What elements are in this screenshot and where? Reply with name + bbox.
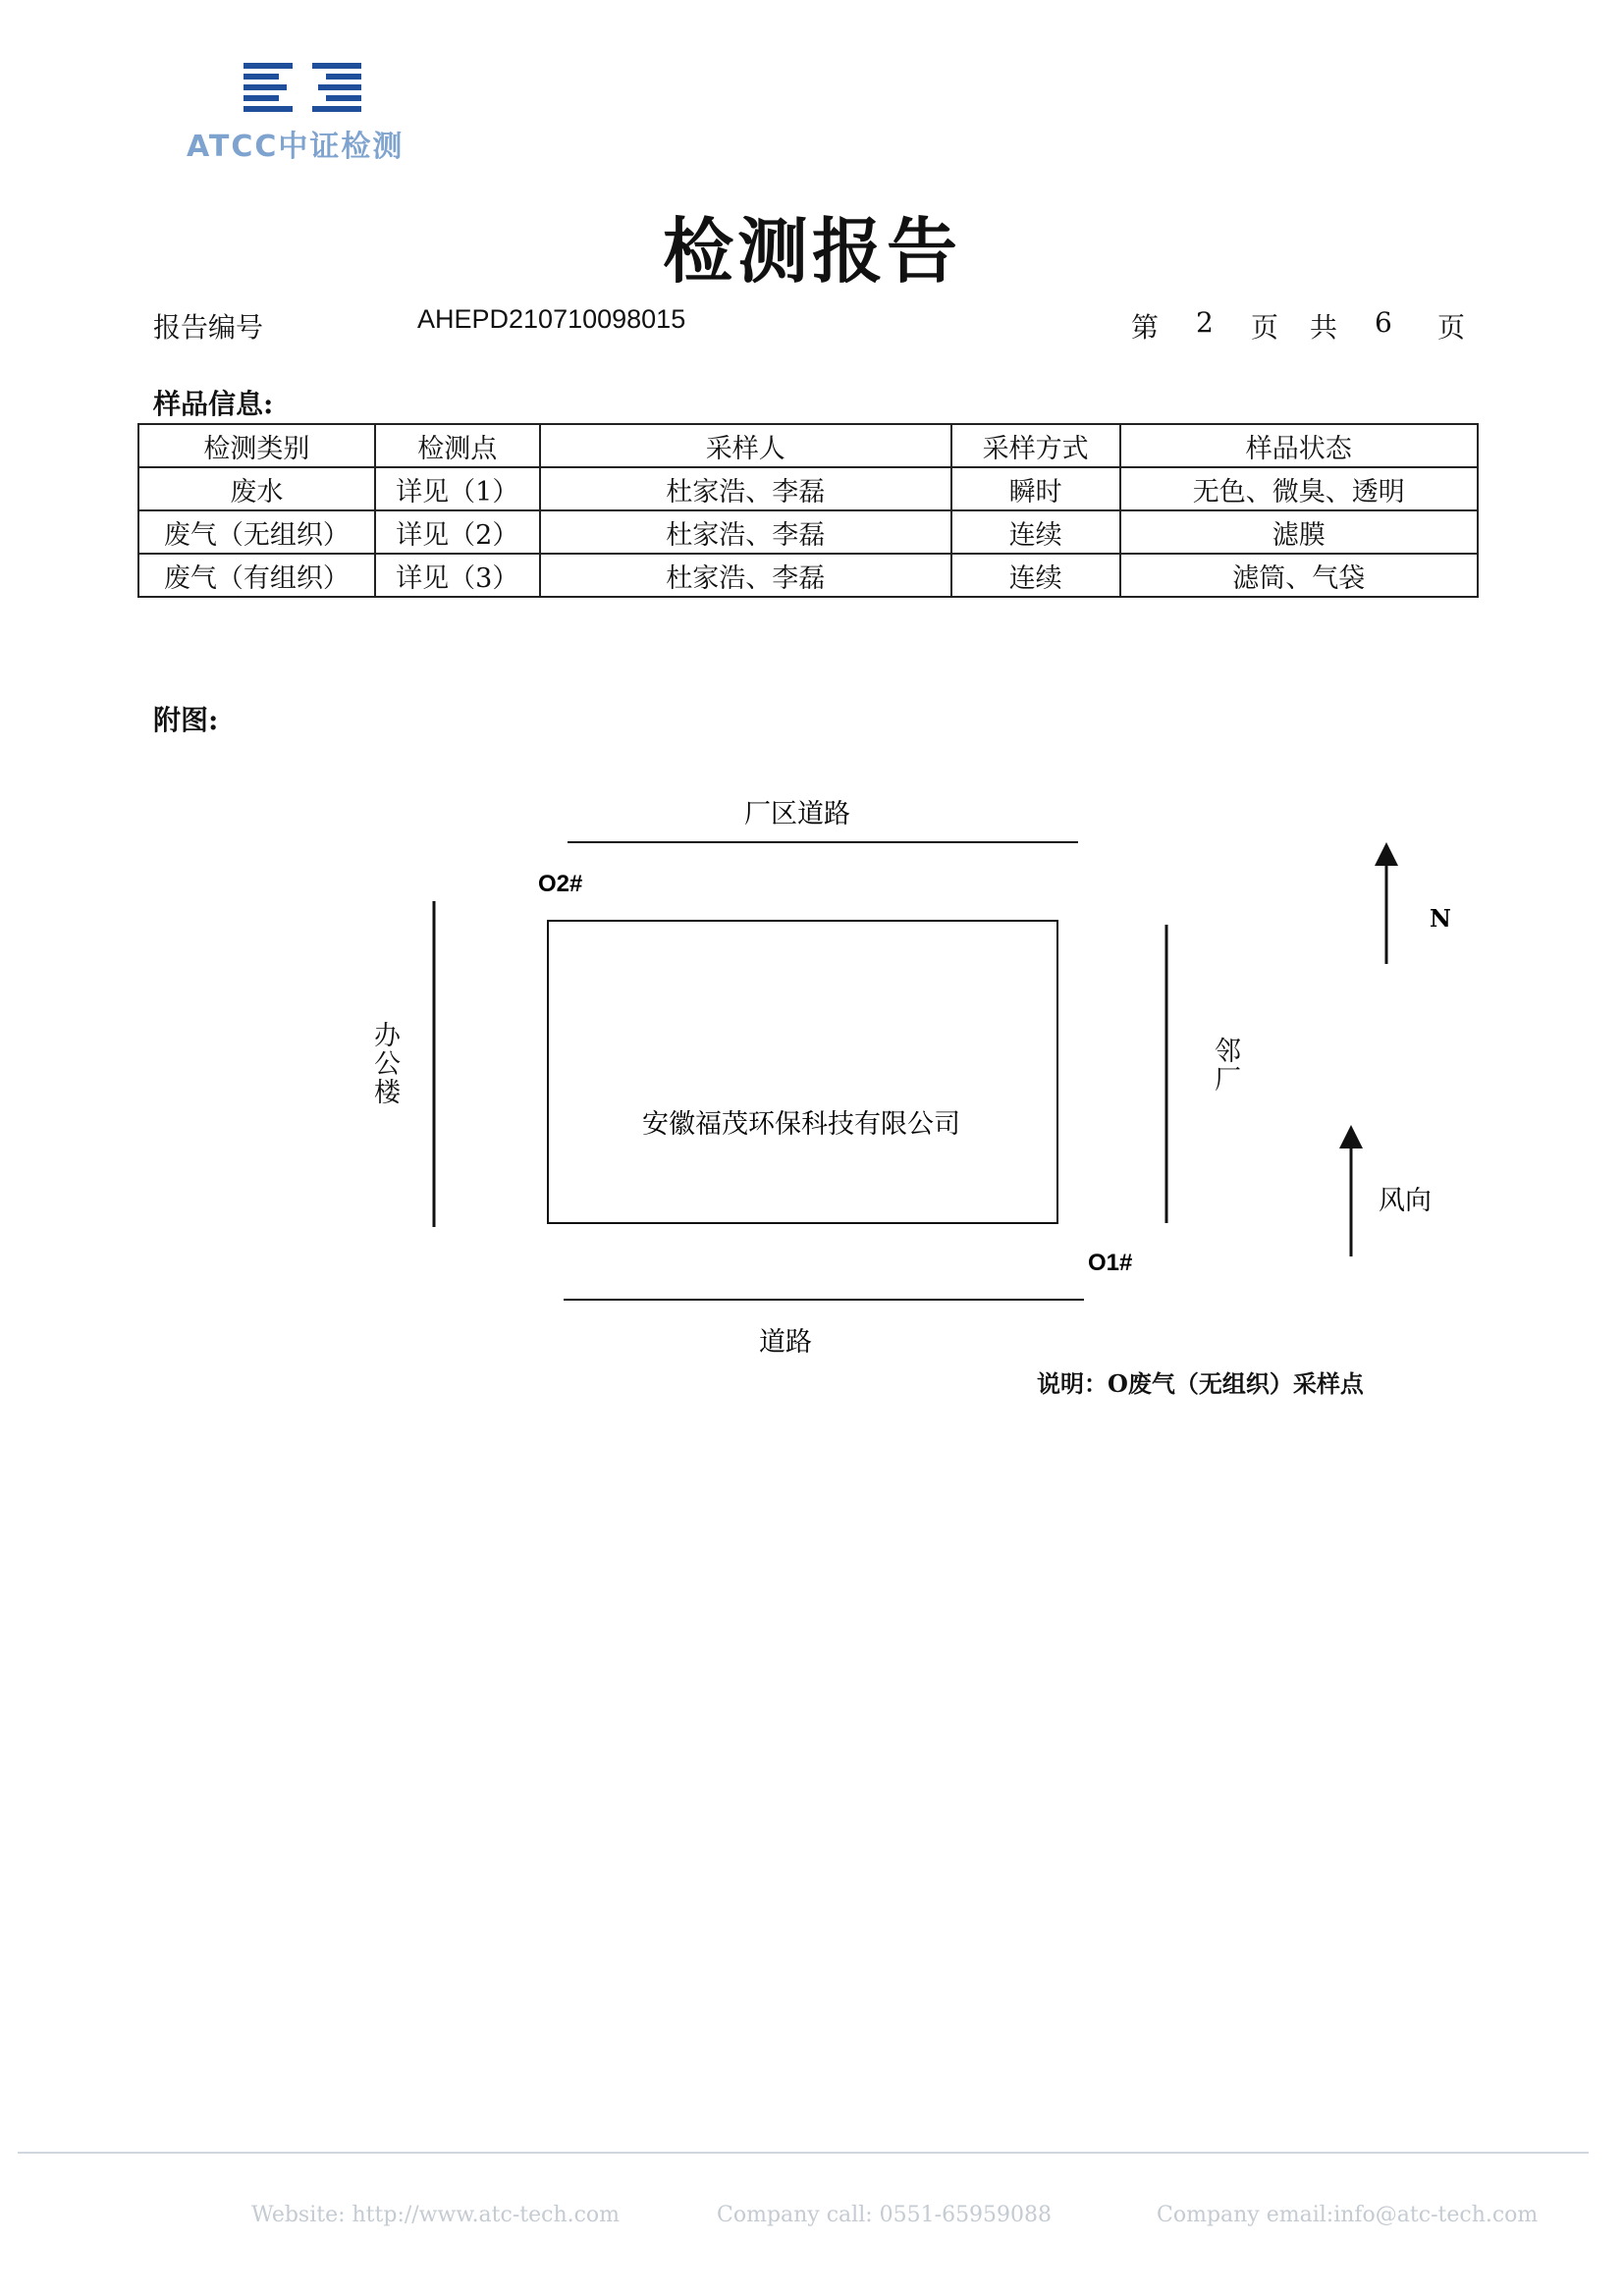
report-number-value: AHEPD210710098015 <box>417 304 686 334</box>
page-total: 6 <box>1375 306 1392 339</box>
table-cell: 废气（无组织） <box>138 510 375 554</box>
footer-email: Company email:info@atc-tech.com <box>1157 2203 1539 2227</box>
company-name-label: 安徽福茂环保科技有限公司 <box>642 1109 960 1140</box>
sample-info-heading: 样品信息: <box>153 388 274 420</box>
table-cell: 详见（1） <box>375 467 540 510</box>
table-cell: 瞬时 <box>951 467 1120 510</box>
table-header-cell: 检测类别 <box>138 424 375 467</box>
table-header-cell: 样品状态 <box>1120 424 1479 467</box>
company-logo-text: ATCC中证检测 <box>187 130 405 164</box>
table-cell: 无色、微臭、透明 <box>1120 467 1479 510</box>
table-header-cell: 采样方式 <box>951 424 1120 467</box>
page-ye-end: 页 <box>1437 311 1466 344</box>
footer-divider <box>18 2152 1589 2154</box>
top-road-label: 厂区道路 <box>744 799 850 829</box>
table-cell: 杜家浩、李磊 <box>540 554 951 597</box>
table-row <box>138 554 1478 597</box>
neighbor-factory-label: 邻厂 <box>1210 1037 1240 1094</box>
footer-website: Website: http://www.atc-tech.com <box>251 2203 621 2227</box>
table-row <box>138 510 1478 554</box>
figure-legend: 说明：O废气（无组织）采样点 <box>1037 1369 1364 1398</box>
table-header-row <box>138 424 1478 467</box>
page-indicator <box>1131 306 1467 346</box>
table-cell: 详见（3） <box>375 554 540 597</box>
page-gong: 共 <box>1310 311 1338 344</box>
page-di: 第 <box>1131 311 1160 344</box>
north-label: N <box>1430 904 1451 933</box>
sample-info-table <box>137 423 1479 598</box>
table-cell: 废气（有组织） <box>138 554 375 597</box>
table-row <box>138 467 1478 510</box>
table-header-cell: 检测点 <box>375 424 540 467</box>
company-site-boundary <box>548 921 1057 1223</box>
footer-phone: Company call: 0551-65959088 <box>717 2203 1053 2227</box>
figure-heading: 附图: <box>153 704 219 736</box>
table-cell: 滤筒、气袋 <box>1120 554 1479 597</box>
sampling-point-2: O2# <box>538 871 583 897</box>
wind-direction-label: 风向 <box>1379 1186 1432 1216</box>
table-cell: 废水 <box>138 467 375 510</box>
report-number-label: 报告编号 <box>153 311 264 344</box>
table-cell: 连续 <box>951 554 1120 597</box>
table-cell: 杜家浩、李磊 <box>540 467 951 510</box>
page-ye: 页 <box>1251 311 1279 344</box>
table-cell: 滤膜 <box>1120 510 1479 554</box>
table-header-cell: 采样人 <box>540 424 951 467</box>
document-title: 检测报告 <box>662 209 961 293</box>
bottom-road-label: 道路 <box>759 1327 812 1358</box>
sampling-point-1: O1# <box>1088 1250 1133 1276</box>
company-logo-mark <box>244 63 361 114</box>
office-building-label: 办公楼 <box>369 1021 400 1106</box>
table-cell: 详见（2） <box>375 510 540 554</box>
table-cell: 连续 <box>951 510 1120 554</box>
page-current: 2 <box>1196 306 1214 339</box>
table-cell: 杜家浩、李磊 <box>540 510 951 554</box>
